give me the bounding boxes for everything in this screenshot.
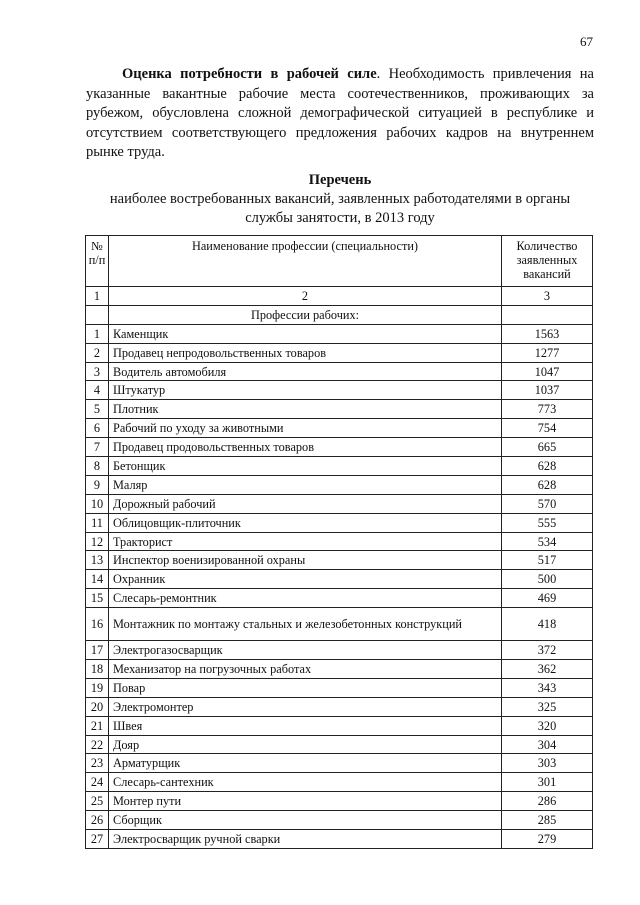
row-number: 27 — [86, 830, 109, 849]
row-profession: Слесарь-сантехник — [109, 773, 502, 792]
table-row — [86, 400, 593, 419]
row-count: 500 — [502, 570, 593, 589]
row-profession: Монтажник по монтажу стальных и железобетонных конструкций — [109, 608, 502, 641]
row-profession: Водитель автомобиля — [109, 362, 502, 381]
row-number: 4 — [86, 381, 109, 400]
row-count: 362 — [502, 660, 593, 679]
row-number: 5 — [86, 400, 109, 419]
row-profession: Инспектор военизированной охраны — [109, 551, 502, 570]
row-profession: Штукатур — [109, 381, 502, 400]
section-num-cell — [86, 305, 109, 324]
row-count: 1277 — [502, 343, 593, 362]
row-number: 20 — [86, 697, 109, 716]
row-number: 7 — [86, 438, 109, 457]
table-row — [86, 792, 593, 811]
table-row — [86, 754, 593, 773]
row-number: 25 — [86, 792, 109, 811]
header-name: Наименование профессии (специальности) — [109, 236, 502, 287]
table-row — [86, 343, 593, 362]
row-number: 16 — [86, 608, 109, 641]
row-number: 2 — [86, 343, 109, 362]
row-number: 12 — [86, 532, 109, 551]
row-number: 24 — [86, 773, 109, 792]
row-profession: Рабочий по уходу за животными — [109, 419, 502, 438]
row-number: 14 — [86, 570, 109, 589]
table-row — [86, 589, 593, 608]
table-row — [86, 551, 593, 570]
table-row — [86, 570, 593, 589]
section-count-cell — [502, 305, 593, 324]
table-row — [86, 438, 593, 457]
row-count: 517 — [502, 551, 593, 570]
row-number: 21 — [86, 716, 109, 735]
intro-bold-heading: Оценка потребности в рабочей силе — [122, 66, 377, 82]
row-profession: Монтер пути — [109, 792, 502, 811]
table-row — [86, 716, 593, 735]
row-count: 303 — [502, 754, 593, 773]
row-number: 13 — [86, 551, 109, 570]
row-count: 1563 — [502, 324, 593, 343]
row-profession: Повар — [109, 678, 502, 697]
row-profession: Сборщик — [109, 811, 502, 830]
row-profession: Каменщик — [109, 324, 502, 343]
row-count: 628 — [502, 475, 593, 494]
table-row — [86, 660, 593, 679]
row-profession: Слесарь-ремонтник — [109, 589, 502, 608]
row-count: 628 — [502, 457, 593, 476]
row-profession: Арматурщик — [109, 754, 502, 773]
row-number: 3 — [86, 362, 109, 381]
row-profession: Бетонщик — [109, 457, 502, 476]
row-count: 534 — [502, 532, 593, 551]
row-count: 570 — [502, 494, 593, 513]
row-count: 1037 — [502, 381, 593, 400]
row-profession: Плотник — [109, 400, 502, 419]
table-header-row — [86, 236, 593, 287]
row-count: 286 — [502, 792, 593, 811]
table-row — [86, 513, 593, 532]
row-profession: Облицовщик-плиточник — [109, 513, 502, 532]
row-count: 469 — [502, 589, 593, 608]
row-count: 665 — [502, 438, 593, 457]
row-profession: Электросварщик ручной сварки — [109, 830, 502, 849]
row-profession: Швея — [109, 716, 502, 735]
row-profession: Продавец продовольственных товаров — [109, 438, 502, 457]
row-number: 17 — [86, 641, 109, 660]
row-profession: Дояр — [109, 735, 502, 754]
table-row — [86, 494, 593, 513]
row-count: 754 — [502, 419, 593, 438]
row-number: 26 — [86, 811, 109, 830]
table-row — [86, 419, 593, 438]
row-count: 555 — [502, 513, 593, 532]
row-count: 418 — [502, 608, 593, 641]
row-number: 9 — [86, 475, 109, 494]
table-row — [86, 608, 593, 641]
table-row — [86, 697, 593, 716]
row-profession: Маляр — [109, 475, 502, 494]
page-number: 67 — [580, 34, 593, 49]
table-row — [86, 324, 593, 343]
table-row — [86, 678, 593, 697]
header-count: Количество заявленных вакансий — [502, 236, 593, 287]
column-number: 3 — [502, 287, 593, 306]
column-number-row — [86, 287, 593, 306]
table-row — [86, 381, 593, 400]
row-count: 320 — [502, 716, 593, 735]
list-subtitle: наиболее востребованных вакансий, заявленных работодателями в органы службы занятости, в 2013 году — [109, 191, 571, 226]
row-profession: Дорожный рабочий — [109, 494, 502, 513]
row-number: 15 — [86, 589, 109, 608]
row-profession: Механизатор на погрузочных работах — [109, 660, 502, 679]
row-number: 8 — [86, 457, 109, 476]
intro-paragraph — [86, 65, 594, 163]
table-row — [86, 735, 593, 754]
table-row — [86, 830, 593, 849]
section-row — [86, 305, 593, 324]
row-profession: Продавец непродовольственных товаров — [109, 343, 502, 362]
table-row — [86, 811, 593, 830]
table-row — [86, 773, 593, 792]
column-number: 1 — [86, 287, 109, 306]
table-row — [86, 362, 593, 381]
row-profession: Электрогазосварщик — [109, 641, 502, 660]
row-number: 10 — [86, 494, 109, 513]
row-count: 301 — [502, 773, 593, 792]
row-number: 11 — [86, 513, 109, 532]
row-number: 23 — [86, 754, 109, 773]
row-count: 325 — [502, 697, 593, 716]
row-count: 343 — [502, 678, 593, 697]
intro-text: . Необходимость привлечения на указанные вакантные рабочие места соотечественников, проживающих за рубежом, обусловлена сложной демографической ситуацией в республике и отсутствием соответствующего предложения рабочих кадров на внутреннем рынке труда. — [86, 66, 594, 160]
table-row — [86, 475, 593, 494]
row-profession: Охранник — [109, 570, 502, 589]
list-title: Перечень — [308, 172, 372, 188]
table-row — [86, 532, 593, 551]
row-count: 279 — [502, 830, 593, 849]
row-number: 19 — [86, 678, 109, 697]
table-row — [86, 457, 593, 476]
section-title: Профессии рабочих: — [109, 305, 502, 324]
row-count: 372 — [502, 641, 593, 660]
row-number: 6 — [86, 419, 109, 438]
row-count: 1047 — [502, 362, 593, 381]
row-number: 22 — [86, 735, 109, 754]
row-number: 1 — [86, 324, 109, 343]
header-num: № п/п — [86, 236, 109, 287]
table-row — [86, 641, 593, 660]
row-profession: Тракторист — [109, 532, 502, 551]
row-count: 773 — [502, 400, 593, 419]
row-number: 18 — [86, 660, 109, 679]
row-count: 285 — [502, 811, 593, 830]
row-count: 304 — [502, 735, 593, 754]
row-profession: Электромонтер — [109, 697, 502, 716]
vacancies-table — [85, 235, 593, 849]
column-number: 2 — [109, 287, 502, 306]
